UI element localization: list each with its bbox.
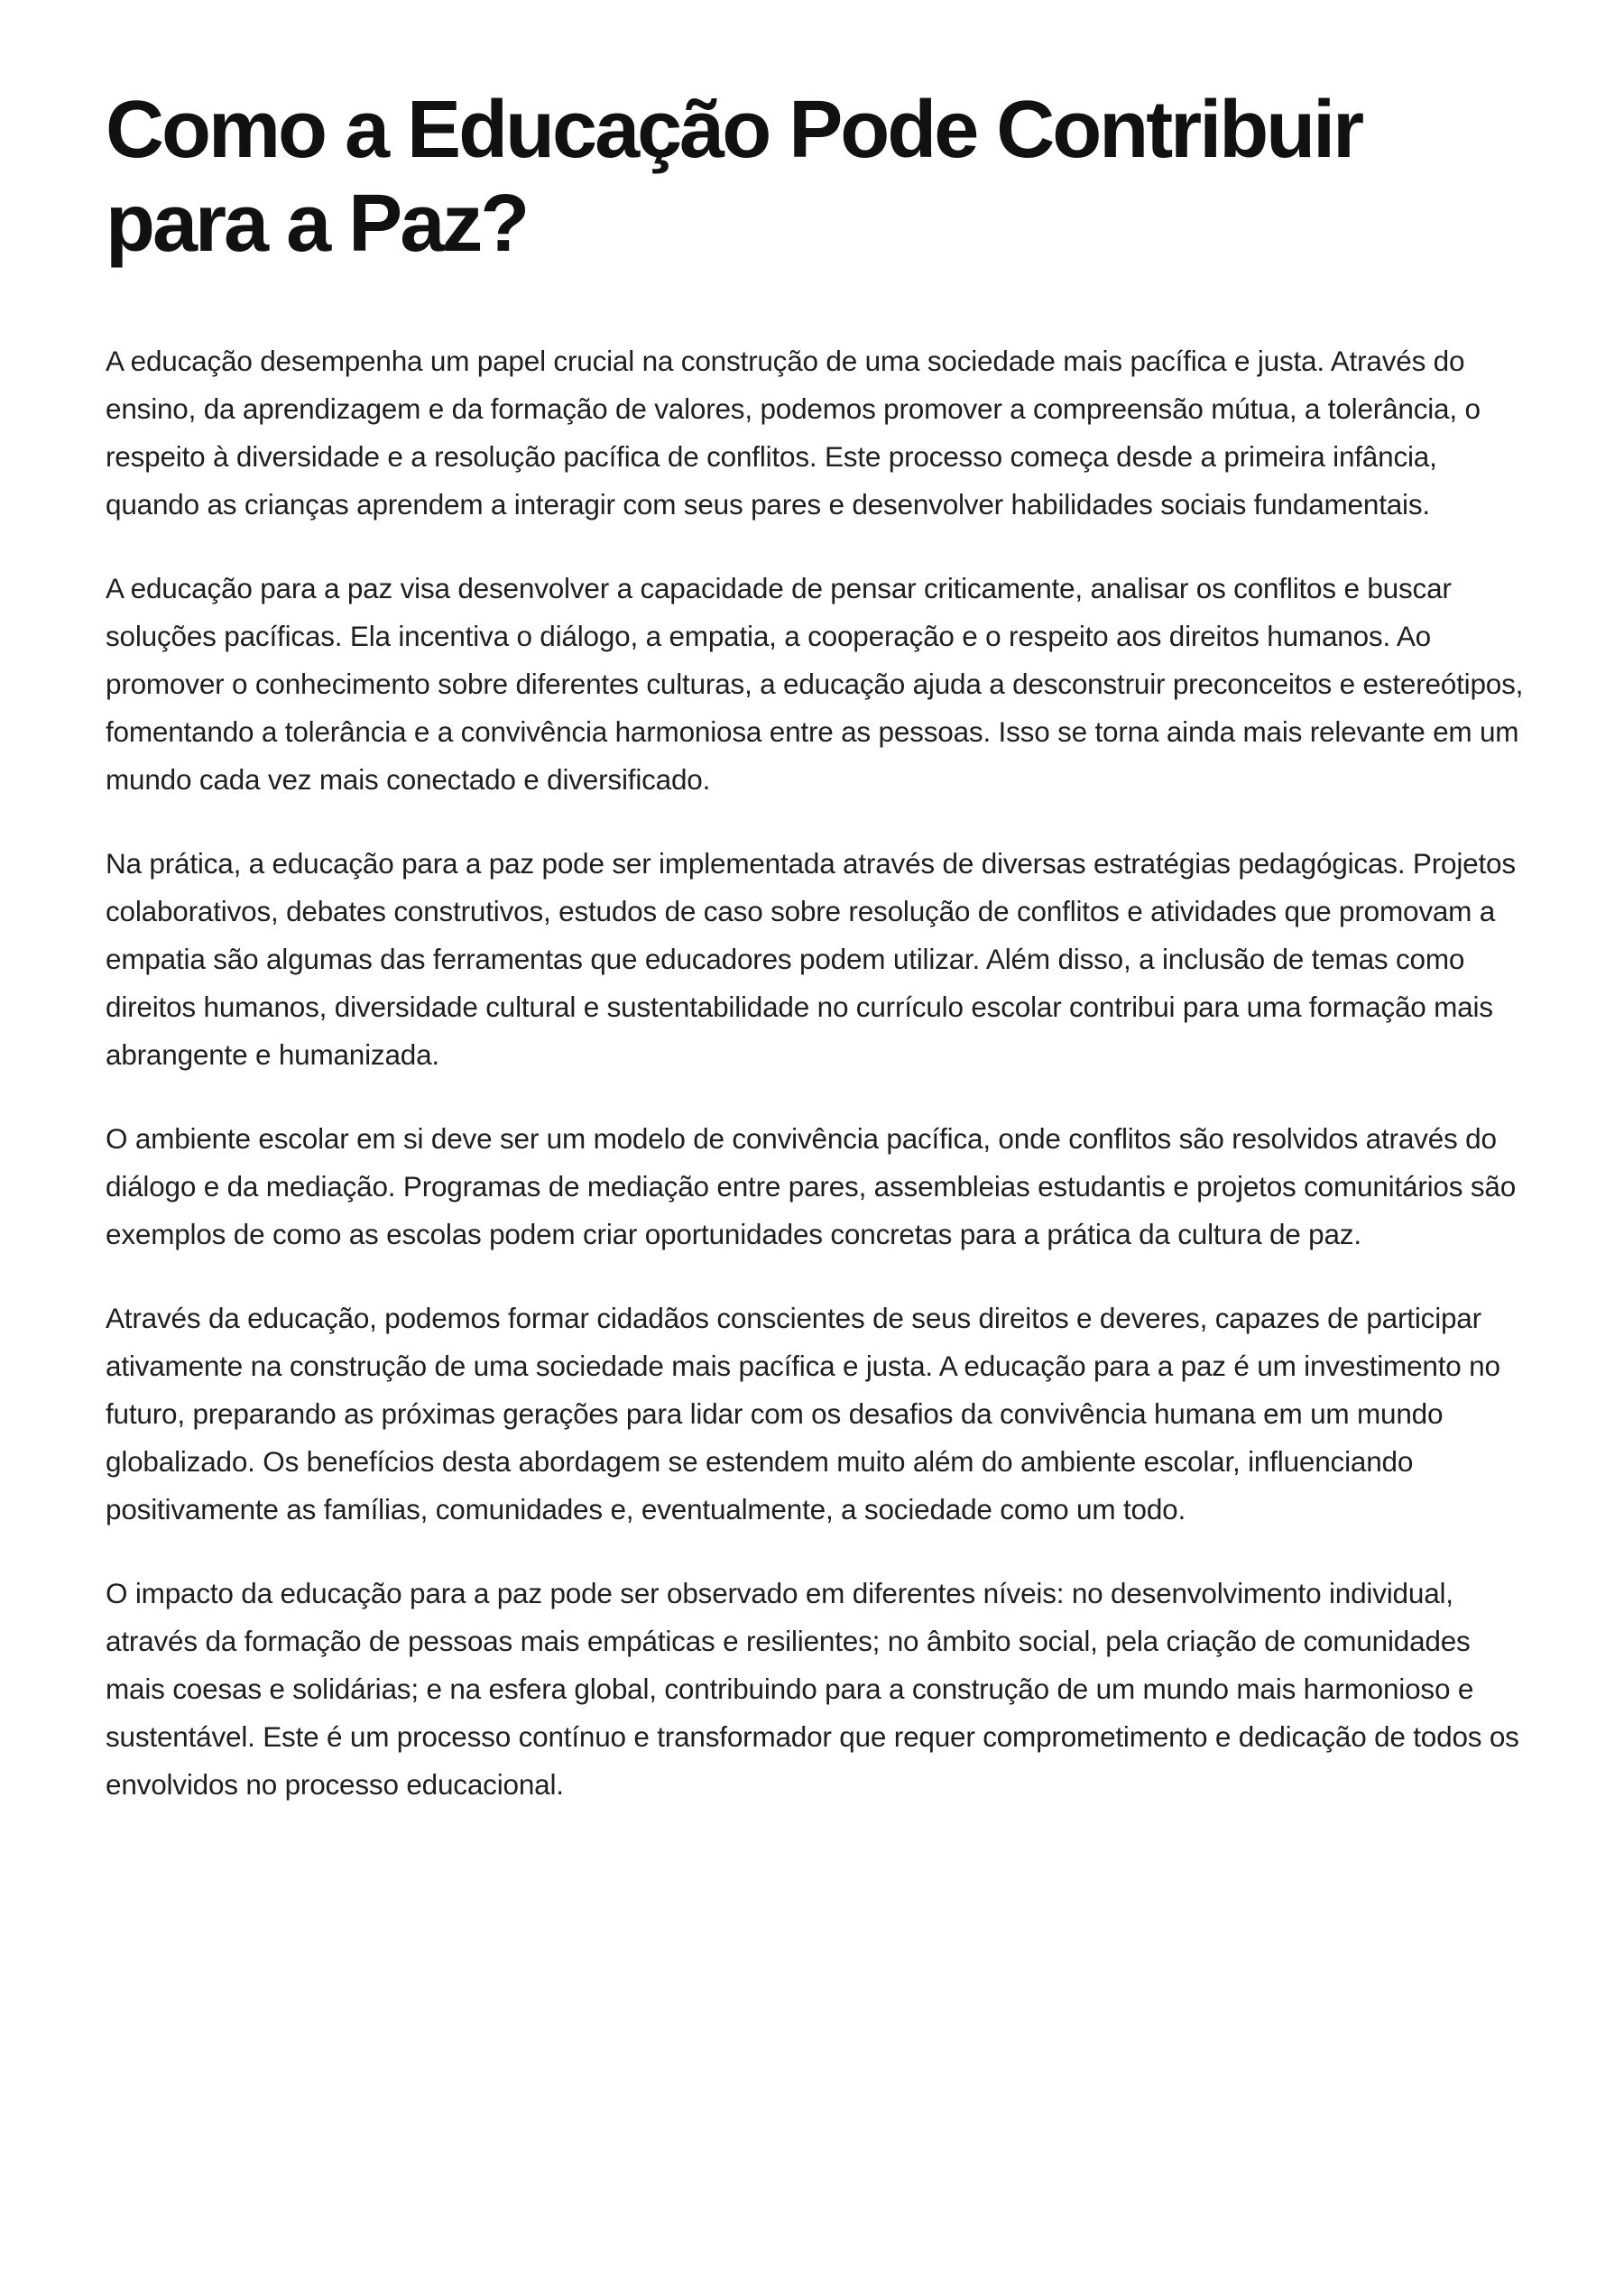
paragraph-school-environment: O ambiente escolar em si deve ser um modelo de convivência pacífica, onde conflitos são resolvidos através do diálogo e da mediação. Programas de mediação entre pares, assembleias estudantis e projetos comunitários são exemplos de como as escolas podem criar oportunidades concretas para a prática da cultura de paz. <box>106 1122 1517 1250</box>
paragraph-impact: O impacto da educação para a paz pode ser observado em diferentes níveis: no desenvolvimento individual, através da formação de pessoas mais empáticas e resilientes; no âmbito social, pela criação de comunidades mais coesas e solidárias; e na esfera global, contribuindo para a construção de um mundo mais harmonioso e sustentável. Este é um processo contínuo e transformador que requer comprometimento e dedicação de todos os envolvidos no processo educacional. <box>106 1577 1519 1801</box>
paragraph-practice: Na prática, a educação para a paz pode ser implementada através de diversas estratégias pedagógicas. Projetos colaborativos, debates construtivos, estudos de caso sobre resolução de conflitos e atividades que promovam a empatia são algumas das ferramentas que educadores podem utilizar. Além disso, a inclusão de temas como direitos humanos, diversidade cultural e sustentabilidade no currículo escolar contribui para uma formação mais abrangente e humanizada. <box>106 847 1516 1071</box>
document-page <box>106 83 1531 1845</box>
paragraph-citizenship: Através da educação, podemos formar cidadãos conscientes de seus direitos e deveres, capazes de participar ativamente na construção de uma sociedade mais pacífica e justa. A educação para a paz é um investimento no futuro, preparando as próximas gerações para lidar com os desafios da convivência humana em um mundo globalizado. Os benefícios desta abordagem se estendem muito além do ambiente escolar, influenciando positivamente as famílias, comunidades e, eventualmente, a sociedade como um todo. <box>106 1302 1500 1525</box>
paragraph-goals: A educação para a paz visa desenvolver a capacidade de pensar criticamente, analisar os conflitos e buscar soluções pacíficas. Ela incentiva o diálogo, a empatia, a cooperação e o respeito aos direitos humanos. Ao promover o conhecimento sobre diferentes culturas, a educação ajuda a desconstruir preconceitos e estereótipos, fomentando a tolerância e a convivência harmoniosa entre as pessoas. Isso se torna ainda mais relevante em um mundo cada vez mais conectado e diversificado. <box>106 572 1524 796</box>
page-title: Como a Educação Pode Contribuir para a Paz? <box>106 85 1362 269</box>
paragraph-intro: A educação desempenha um papel crucial na construção de uma sociedade mais pacífica e justa. Através do ensino, da aprendizagem e da formação de valores, podemos promover a compreensão mútua, a tolerância, o respeito à diversidade e a resolução pacífica de conflitos. Este processo começa desde a primeira infância, quando as crianças aprendem a interagir com seus pares e desenvolver habilidades sociais fundamentais. <box>106 345 1481 521</box>
